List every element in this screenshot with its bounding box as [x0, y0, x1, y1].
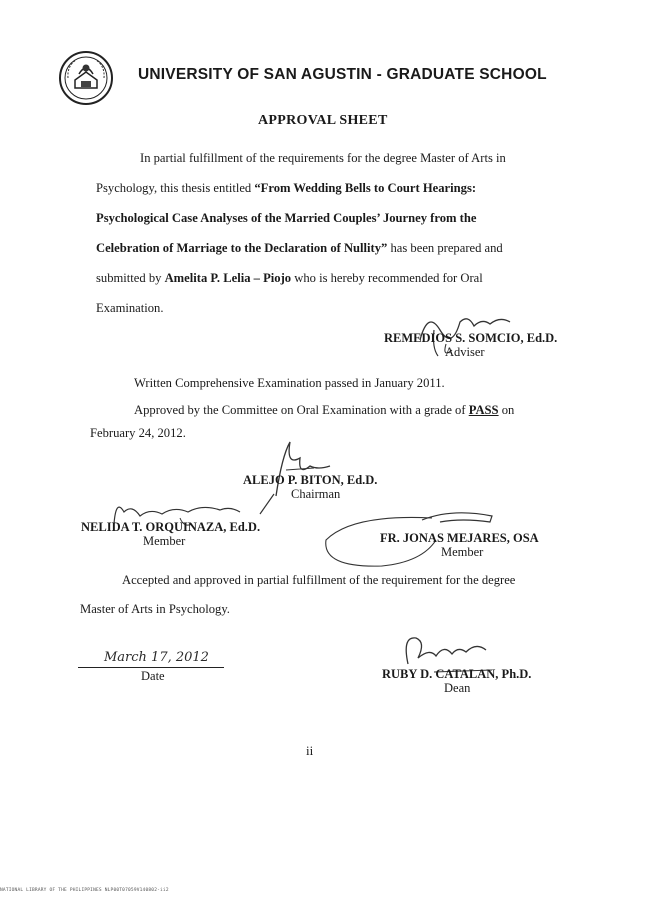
library-footer: NATIONAL LIBRARY OF THE PHILIPPINES NLP00T07059V140802-ii2: [0, 888, 169, 893]
page-title: APPROVAL SHEET: [258, 113, 388, 128]
grade-value: PASS: [468, 403, 499, 417]
handwritten-date: March 17, 2012: [104, 650, 209, 665]
adviser-role: Adviser: [445, 345, 485, 359]
paragraph-intro: In partial fulfillment of the requirements for the degree Master of Arts in Psychology, this thesis entitled: [96, 151, 506, 195]
adviser-name: REMEDIOS S. SOMCIO, Ed.D.: [384, 331, 558, 345]
member1-role: Member: [143, 534, 186, 548]
acceptance-line-1: Accepted and approved in partial fulfillment of the requirement for the degree: [122, 573, 516, 587]
member2-name: FR. JONAS MEJARES, OSA: [380, 531, 539, 545]
member2-role: Member: [441, 545, 484, 559]
thesis-title: “From Wedding Bells to Court Hearings: Psychological Case Analyses of the Married Couples’ Journey from the Celebration of Marriage to the Declaration of Nullity”: [96, 181, 477, 255]
paragraph-outro: who is hereby recommended for Oral Examination.: [96, 271, 483, 315]
written-exam-line: Written Comprehensive Examination passed in January 2011.: [134, 376, 445, 390]
paragraph-mid: has been prepared and submitted by: [96, 241, 503, 285]
institution-name: UNIVERSITY OF SAN AGUSTIN - GRADUATE SCHOOL: [138, 66, 547, 83]
chairman-name: ALEJO P. BITON, Ed.D.: [243, 473, 378, 487]
approval-prefix: Approved by the Committee on Oral Examination with a grade of: [134, 403, 469, 417]
dean-name: RUBY D. CATALAN, Ph.D.: [382, 667, 532, 681]
approval-paragraph: [96, 143, 541, 323]
approval-suffix: on: [498, 403, 515, 417]
approval-line: [134, 403, 514, 418]
dean-role: Dean: [444, 681, 471, 695]
page-number: ii: [306, 743, 314, 758]
chairman-role: Chairman: [291, 487, 341, 501]
author-name: Amelita P. Lelia – Piojo: [164, 271, 292, 285]
member1-name: NELIDA T. ORQUINAZA, Ed.D.: [81, 520, 261, 534]
date-line: [78, 667, 224, 668]
university-seal-icon: [58, 50, 114, 106]
date-label: Date: [141, 669, 165, 683]
acceptance-line-2: Master of Arts in Psychology.: [80, 602, 230, 616]
approval-date: February 24, 2012.: [90, 426, 186, 440]
